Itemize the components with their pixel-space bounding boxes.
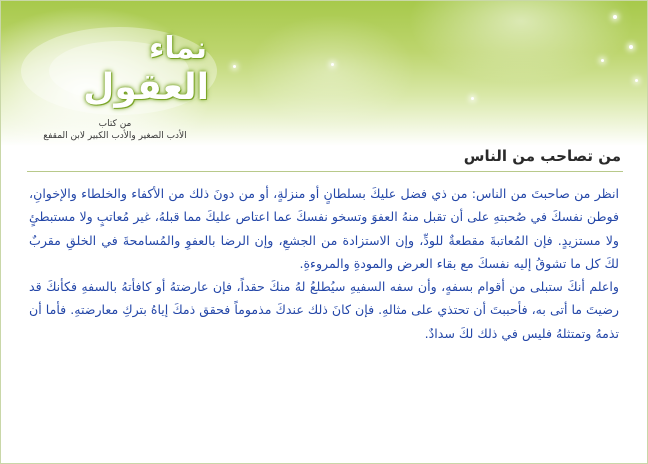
paragraph: انظر من صاحبتَ من الناس: من ذي فضل عليكَ بسلطانٍ أو منزلةٍ، أو من دونَ ذلك من الأكفاء والخلطاء والإخوانِ، فوطن نفسكَ في صُحبتهِ على أن تقبل منهُ العفوَ وتسخو نفسكَ عما اعتاص عليكَ مما قبلهُ، غير مُعاتبٍ ولا مستبطئٍ ولا مستزيدٍ. فإن المُعاتبةَ مقطعةٌ للودِّ، وإن الاستزادة من الجشعِ، وإن الرضا بالعفوِ والمُسامحةَ في الخلقِ مقربٌ لكَ كل ما تشوقُ إليه نفسكَ مع بقاء العرض والمودةِ والمروءةِ. xyxy=(29,186,619,271)
sparkle-decoration xyxy=(635,79,638,82)
source-book-title: الأدب الصغير والأدب الكبير لابن المقفع xyxy=(43,131,187,141)
logo-word-aloqool: العقول xyxy=(83,67,209,108)
sparkle-decoration xyxy=(233,65,236,68)
paragraph: واعلم أنكَ ستبلى من أقوام بسفهٍ، وأن سفه السفيهِ سيُطلعُ لهُ منكَ حقداً، فإن عارضتهُ أو كافأتهُ بالسفهِ فكأنكَ قد رضيتَ ما أتى به، فأحببتَ أن تحتذي على مثالهِ. فإن كانَ ذلك عندكَ مذموماً فحقق ذمكَ إياهُ بتركِ معارضتهِ. فأما أن تذمهُ وتمتثلهُ فليس في ذلك لكَ سدادٌ. xyxy=(29,279,619,341)
sparkle-decoration xyxy=(601,59,604,62)
logo-word-namaa: نماء xyxy=(149,31,207,66)
source-prefix: من كتاب xyxy=(98,119,132,129)
sparkle-decoration xyxy=(629,45,633,49)
sparkle-decoration xyxy=(471,97,474,100)
title-divider xyxy=(27,171,623,172)
article-body xyxy=(29,182,619,345)
section-title: من تصاحب من الناس xyxy=(463,147,621,165)
site-logo xyxy=(19,19,219,119)
sparkle-decoration xyxy=(613,15,617,19)
book-source xyxy=(15,118,215,142)
sparkle-decoration xyxy=(331,63,334,66)
header-banner xyxy=(1,1,647,146)
